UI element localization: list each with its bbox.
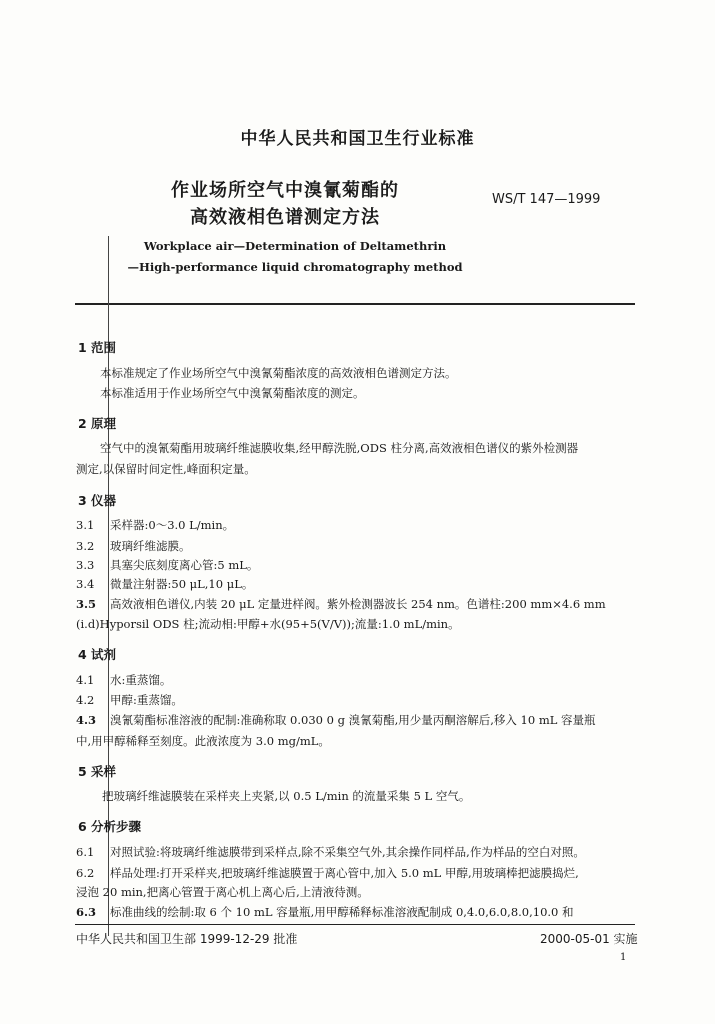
page-number: 1	[620, 952, 627, 963]
section-1-paragraph-2: 本标准适用于作业场所空气中溴氰菊酯浓度的测定。	[100, 386, 365, 400]
list-item: 溴氰菊酯标准溶液的配制:准确称取 0.030 0 g 溴氰菊酯,用少量丙酮溶解后,移入 10 mL 容量瓶	[110, 713, 596, 727]
list-item: 高效液相色谱仪,内装 20 μL 定量进样阀。紫外检测器波长 254 nm。色谱柱:200 mm×4.6 mm	[110, 597, 606, 611]
item-number: 3.2	[76, 539, 95, 553]
list-item: 水:重蒸馏。	[110, 673, 172, 687]
title-line-1: 作业场所空气中溴氰菊酯的	[171, 180, 399, 201]
list-item: 对照试验:将玻璃纤维滤膜带到采样点,除不采集空气外,其余操作同样品,作为样品的空白对照。	[110, 845, 585, 859]
list-item-continuation: (i.d)Hyporsil ODS 柱;流动相:甲醇+水(95+5(V/V));流量:1.0 mL/min。	[76, 617, 460, 631]
item-number: 4.1	[76, 673, 95, 687]
item-number: 6.3	[76, 905, 97, 919]
standard-code: WS/T 147—1999	[492, 192, 601, 207]
item-number: 4.2	[76, 693, 95, 707]
item-number: 3.4	[76, 577, 95, 591]
section-2-heading: 2 原理	[78, 416, 117, 431]
section-1-heading: 1 范围	[78, 340, 117, 355]
list-item: 样品处理:打开采样夹,把玻璃纤维滤膜置于离心管中,加入 5.0 mL 甲醇,用玻璃棒把滤膜捣烂,	[110, 866, 579, 880]
list-item-continuation: 中,用甲醇稀释至刻度。此液浓度为 3.0 mg/mL。	[76, 734, 330, 748]
issuer-date: 中华人民共和国卫生部 1999-12-29 批准	[76, 932, 298, 946]
effective-date: 2000-05-01 实施	[540, 932, 638, 946]
item-number: 6.2	[76, 866, 95, 880]
section-4-heading: 4 试剂	[78, 647, 117, 662]
list-item: 甲醇:重蒸馏。	[110, 693, 183, 707]
item-number: 4.3	[76, 713, 97, 727]
footer-divider	[75, 924, 635, 925]
section-6-heading: 6 分析步骤	[78, 819, 142, 834]
list-item-continuation: 浸泡 20 min,把离心管置于离心机上离心后,上清液待测。	[76, 885, 369, 899]
item-number: 3.3	[76, 558, 95, 572]
section-5-paragraph: 把玻璃纤维滤膜装在采样夹上夹紧,以 0.5 L/min 的流量采集 5 L 空气。	[102, 789, 471, 803]
section-1-paragraph-1: 本标准规定了作业场所空气中溴氰菊酯浓度的高效液相色谱测定方法。	[100, 366, 457, 380]
item-number: 3.1	[76, 518, 95, 532]
english-title-line-2: —High-performance liquid chromatography method	[127, 260, 463, 274]
header-divider	[75, 303, 635, 305]
english-title-line-1: Workplace air—Determination of Deltamethrin	[143, 239, 447, 253]
section-2-paragraph-2: 测定,以保留时间定性,峰面积定量。	[76, 462, 256, 476]
title-line-2: 高效液相色谱测定方法	[190, 207, 380, 228]
section-2-paragraph-1: 空气中的溴氰菊酯用玻璃纤维滤膜收集,经甲醇洗脱,ODS 柱分离,高效液相色谱仪的紫外检测器	[100, 441, 579, 455]
list-item: 微量注射器:50 μL,10 μL。	[110, 577, 254, 591]
list-item: 玻璃纤维滤膜。	[110, 539, 191, 553]
list-item: 采样器:0～3.0 L/min。	[110, 518, 235, 532]
item-number: 3.5	[76, 597, 97, 611]
section-5-heading: 5 采样	[78, 764, 117, 779]
section-3-heading: 3 仪器	[78, 493, 117, 508]
item-number: 6.1	[76, 845, 95, 859]
list-item: 标准曲线的绘制:取 6 个 10 mL 容量瓶,用甲醇稀释标准溶液配制成 0,4.0,6.0,8.0,10.0 和	[110, 905, 574, 919]
list-item: 具塞尖底刻度离心管:5 mL。	[110, 558, 259, 572]
standard-category: 中华人民共和国卫生行业标准	[240, 129, 475, 149]
